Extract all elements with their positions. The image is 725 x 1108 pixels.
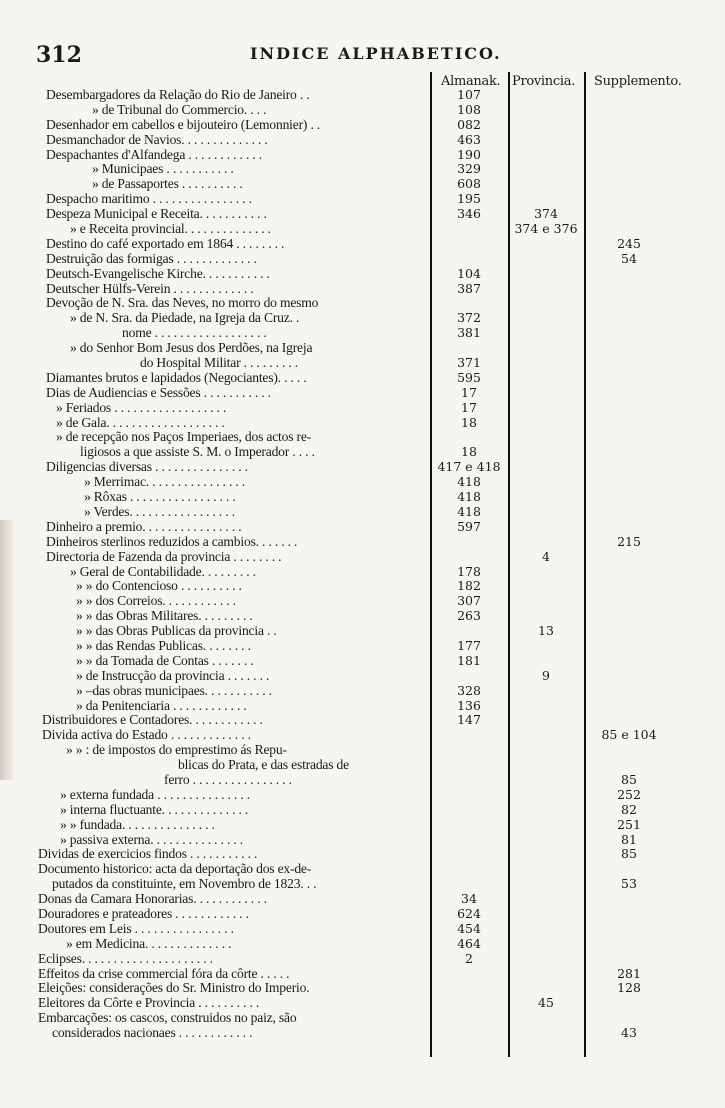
entry-text: Dinheiro a premio. . . . . . . . . . . . . . . . <box>46 518 242 534</box>
index-entry <box>0 833 725 848</box>
index-entry <box>0 148 725 163</box>
index-entry <box>0 907 725 922</box>
column-header-provincia: Provincia. <box>512 74 575 89</box>
index-entry <box>0 1026 725 1041</box>
index-entry <box>0 252 725 267</box>
almanak-ref: 463 <box>457 131 481 147</box>
almanak-ref: 387 <box>457 280 481 296</box>
index-entry <box>0 237 725 252</box>
index-entry <box>0 490 725 505</box>
index-entry <box>0 386 725 401</box>
entry-text: do Hospital Militar . . . . . . . . . <box>140 355 298 371</box>
index-entry <box>0 341 725 356</box>
page-number: 312 <box>36 42 82 68</box>
entry-text: » Geral de Contabilidade. . . . . . . . . <box>70 563 256 579</box>
supplemento-ref: 53 <box>621 876 637 892</box>
supplemento-ref: 43 <box>621 1025 637 1041</box>
index-entry <box>0 133 725 148</box>
index-entry <box>0 713 725 728</box>
entry-text: nome . . . . . . . . . . . . . . . . . . <box>122 325 267 341</box>
entry-text: » da Penitenciaria . . . . . . . . . . . . <box>76 697 247 713</box>
provincia-ref: 374 e 376 <box>514 221 578 237</box>
almanak-ref: 595 <box>457 369 481 385</box>
almanak-ref: 464 <box>457 935 481 951</box>
index-entry <box>0 416 725 431</box>
index-entry <box>0 594 725 609</box>
index-entry <box>0 818 725 833</box>
almanak-ref: 178 <box>457 563 481 579</box>
index-entry <box>0 162 725 177</box>
entry-text: Destruição das formigas . . . . . . . . . . . . . <box>46 250 257 266</box>
entry-text: Diamantes brutos e lapidados (Negociantes). . . . . <box>46 369 307 385</box>
index-entry <box>0 430 725 445</box>
entry-text: blicas do Prata, e das estradas de <box>178 757 349 773</box>
almanak-ref: 082 <box>457 116 481 132</box>
index-entry <box>0 669 725 684</box>
index-entry <box>0 847 725 862</box>
index-entry <box>0 356 725 371</box>
entry-text: » de Tribunal do Commercio. . . . <box>92 101 267 117</box>
entry-text: ligiosos a que assiste S. M. o Imperador . . . . <box>80 444 315 460</box>
entry-text: Eleições: considerações do Sr. Ministro do Imperio. <box>38 980 310 996</box>
supplemento-ref: 81 <box>621 831 637 847</box>
entry-text: putados da constituinte, em Novembro de 1823. . . <box>52 876 317 892</box>
supplemento-ref: 54 <box>621 250 637 266</box>
almanak-ref: 263 <box>457 608 481 624</box>
entry-text: Desmanchador de Navios. . . . . . . . . . . . . . <box>46 131 268 147</box>
entry-text: ferro . . . . . . . . . . . . . . . . <box>164 771 292 787</box>
index-entry <box>0 118 725 133</box>
entry-text: » de Passaportes . . . . . . . . . . <box>92 176 243 192</box>
index-entry <box>0 892 725 907</box>
provincia-ref: 4 <box>542 548 550 564</box>
almanak-ref: 597 <box>457 518 481 534</box>
supplemento-ref: 128 <box>617 980 641 996</box>
index-entry <box>0 743 725 758</box>
entry-text: » Municipaes . . . . . . . . . . . <box>92 161 234 177</box>
index-entry <box>0 267 725 282</box>
almanak-ref: 307 <box>457 593 481 609</box>
almanak-ref: 371 <box>457 355 481 371</box>
index-entry <box>0 684 725 699</box>
index-entry <box>0 922 725 937</box>
entry-text: » » das Rendas Publicas. . . . . . . . <box>76 637 251 653</box>
entry-text: » » : de impostos do emprestimo ás Repu- <box>66 742 287 758</box>
entry-text: considerados nacionaes . . . . . . . . . . . . <box>52 1025 253 1041</box>
almanak-ref: 2 <box>465 950 473 966</box>
index-entry <box>0 952 725 967</box>
entry-text: Dividas de exercicios findos . . . . . . . . . . . <box>38 846 258 862</box>
entry-text: Devoção de N. Sra. das Neves, no morro do mesmo <box>46 295 319 311</box>
almanak-ref: 418 <box>457 503 481 519</box>
entry-text: » do Senhor Bom Jesus dos Perdões, na Igreja <box>70 340 313 356</box>
index-entry <box>0 773 725 788</box>
index-entry <box>0 609 725 624</box>
entry-text: » e Receita provincial. . . . . . . . . . . . . . <box>70 221 271 237</box>
column-header-supplemento: Supplemento. <box>594 74 682 89</box>
almanak-ref: 624 <box>457 905 481 921</box>
entry-text: Directoria de Fazenda da provincia . . . . . . . . <box>46 548 282 564</box>
entry-text: Dias de Audiencias e Sessões . . . . . . . . . . . <box>46 384 271 400</box>
index-entry <box>0 862 725 877</box>
almanak-ref: 34 <box>461 891 477 907</box>
almanak-ref: 608 <box>457 176 481 192</box>
entry-text: Despacho maritimo . . . . . . . . . . . . . . . . <box>46 191 252 207</box>
almanak-ref: 107 <box>457 87 481 102</box>
entry-text: Distribuidores e Contadores. . . . . . . . . . . . <box>42 712 263 728</box>
index-entry <box>0 371 725 386</box>
index-entry <box>0 103 725 118</box>
entry-text: Eleitores da Côrte e Provincia . . . . . . . . . . <box>38 995 260 1011</box>
entry-text: » de Instrucção da provincia . . . . . . . <box>76 667 270 683</box>
entry-text: Deutscher Hülfs-Verein . . . . . . . . . . . . . <box>46 280 254 296</box>
entry-text: » de N. Sra. da Piedade, na Igreja da Cruz. . <box>70 310 300 326</box>
almanak-ref: 18 <box>461 414 477 430</box>
supplemento-ref: 85 e 104 <box>601 727 657 743</box>
almanak-ref: 454 <box>457 920 481 936</box>
entry-text: » » das Obras Publicas da provincia . . <box>76 623 277 639</box>
entry-text: » externa fundada . . . . . . . . . . . . . . . <box>60 786 250 802</box>
entry-text: » de Gala. . . . . . . . . . . . . . . . . . . <box>56 414 225 430</box>
almanak-ref: 329 <box>457 161 481 177</box>
index-entry <box>0 877 725 892</box>
index-entry <box>0 460 725 475</box>
almanak-ref: 418 <box>457 489 481 505</box>
index-entry <box>0 788 725 803</box>
almanak-ref: 108 <box>457 101 481 117</box>
entry-text: Destino do café exportado em 1864 . . . . . . . . <box>46 235 285 251</box>
index-entry <box>0 445 725 460</box>
provincia-ref: 374 <box>534 206 558 222</box>
supplemento-ref: 85 <box>621 846 637 862</box>
almanak-ref: 346 <box>457 206 481 222</box>
index-entry <box>0 326 725 341</box>
index-entry <box>0 311 725 326</box>
entry-text: » –das obras municipaes. . . . . . . . . . . <box>76 682 272 698</box>
supplemento-ref: 251 <box>617 816 641 832</box>
almanak-ref: 381 <box>457 325 481 341</box>
entry-text: Divida activa do Estado . . . . . . . . . . . . . <box>42 727 251 743</box>
index-entry <box>0 967 725 982</box>
almanak-ref: 18 <box>461 444 477 460</box>
index-entry <box>0 639 725 654</box>
almanak-ref: 195 <box>457 191 481 207</box>
index-entry <box>0 296 725 311</box>
index-entry <box>0 803 725 818</box>
entry-text: » » do Contencioso . . . . . . . . . . <box>76 578 242 594</box>
index-entry <box>0 937 725 952</box>
almanak-ref: 17 <box>461 384 477 400</box>
entry-text: Deutsch-Evangelische Kirche. . . . . . . . . . . <box>46 265 270 281</box>
index-entry <box>0 699 725 714</box>
entry-text: Desembargadores da Relação do Rio de Janeiro . . <box>46 87 310 102</box>
index-entry <box>0 728 725 743</box>
almanak-ref: 17 <box>461 399 477 415</box>
entry-text: » em Medicina. . . . . . . . . . . . . . <box>66 935 232 951</box>
entry-text: Diligencias diversas . . . . . . . . . . . . . . . <box>46 459 248 475</box>
entry-text: » Rôxas . . . . . . . . . . . . . . . . . <box>84 489 236 505</box>
index-entry <box>0 505 725 520</box>
almanak-ref: 190 <box>457 146 481 162</box>
entry-text: Despachantes d'Alfandega . . . . . . . . . . . . <box>46 146 262 162</box>
supplemento-ref: 281 <box>617 965 641 981</box>
supplemento-ref: 252 <box>617 786 641 802</box>
index-entry <box>0 282 725 297</box>
entry-text: Eclipses. . . . . . . . . . . . . . . . . . . . . <box>38 950 213 966</box>
index-entry <box>0 996 725 1011</box>
provincia-ref: 13 <box>538 623 554 639</box>
entry-text: » Merrimac. . . . . . . . . . . . . . . . <box>84 474 245 490</box>
almanak-ref: 181 <box>457 652 481 668</box>
entry-text: Documento historico: acta da deportação dos ex-de- <box>38 861 312 877</box>
almanak-ref: 136 <box>457 697 481 713</box>
supplemento-ref: 245 <box>617 235 641 251</box>
supplemento-ref: 85 <box>621 771 637 787</box>
supplemento-ref: 215 <box>617 533 641 549</box>
entry-text: » passiva externa. . . . . . . . . . . . . . . <box>60 831 243 847</box>
index-entry <box>0 475 725 490</box>
entry-text: Effeitos da crise commercial fóra da côrte . . . . . <box>38 965 290 981</box>
entry-text: Despeza Municipal e Receita. . . . . . . . . . . <box>46 206 267 222</box>
provincia-ref: 45 <box>538 995 554 1011</box>
index-entry <box>0 207 725 222</box>
entry-text: » » fundada. . . . . . . . . . . . . . . <box>60 816 215 832</box>
index-entry <box>0 520 725 535</box>
entry-text: Dinheiros sterlinos reduzidos a cambios. . . . . . . <box>46 533 298 549</box>
entry-text: » interna fluctuante. . . . . . . . . . . . . . <box>60 801 249 817</box>
entry-text: Donas da Camara Honorarias. . . . . . . . . . . . <box>38 891 267 907</box>
index-entry <box>0 654 725 669</box>
index-entries <box>0 88 725 1041</box>
almanak-ref: 417 e 418 <box>437 459 501 475</box>
almanak-ref: 328 <box>457 682 481 698</box>
entry-text: » » dos Correios. . . . . . . . . . . . <box>76 593 236 609</box>
index-entry <box>0 624 725 639</box>
index-entry <box>0 565 725 580</box>
almanak-ref: 372 <box>457 310 481 326</box>
supplemento-ref: 82 <box>621 801 637 817</box>
entry-text: Embarcações: os cascos, construidos no paiz, são <box>38 1010 297 1026</box>
index-entry <box>0 192 725 207</box>
entry-text: » Verdes. . . . . . . . . . . . . . . . . <box>84 503 235 519</box>
page-title: INDICE ALPHABETICO. <box>250 44 502 63</box>
index-entry <box>0 758 725 773</box>
entry-text: Desenhador em cabellos e bijouteiro (Lemonnier) . . <box>46 116 321 132</box>
index-entry <box>0 222 725 237</box>
entry-text: Douradores e prateadores . . . . . . . . . . . . <box>38 905 249 921</box>
index-entry <box>0 88 725 103</box>
almanak-ref: 104 <box>457 265 481 281</box>
entry-text: Doutores em Leis . . . . . . . . . . . . . . . . <box>38 920 234 936</box>
almanak-ref: 182 <box>457 578 481 594</box>
index-entry <box>0 550 725 565</box>
almanak-ref: 418 <box>457 474 481 490</box>
almanak-ref: 147 <box>457 712 481 728</box>
index-entry <box>0 177 725 192</box>
entry-text: » » da Tomada de Contas . . . . . . . <box>76 652 254 668</box>
index-entry <box>0 579 725 594</box>
column-header-almanak: Almanak. <box>441 74 501 89</box>
almanak-ref: 177 <box>457 637 481 653</box>
entry-text: » » das Obras Militares. . . . . . . . . <box>76 608 253 624</box>
index-entry <box>0 1011 725 1026</box>
index-entry <box>0 535 725 550</box>
index-entry <box>0 401 725 416</box>
entry-text: » de recepção nos Paços Imperiaes, dos actos re- <box>56 429 311 445</box>
index-entry <box>0 981 725 996</box>
provincia-ref: 9 <box>542 667 550 683</box>
entry-text: » Feriados . . . . . . . . . . . . . . . . . . <box>56 399 227 415</box>
